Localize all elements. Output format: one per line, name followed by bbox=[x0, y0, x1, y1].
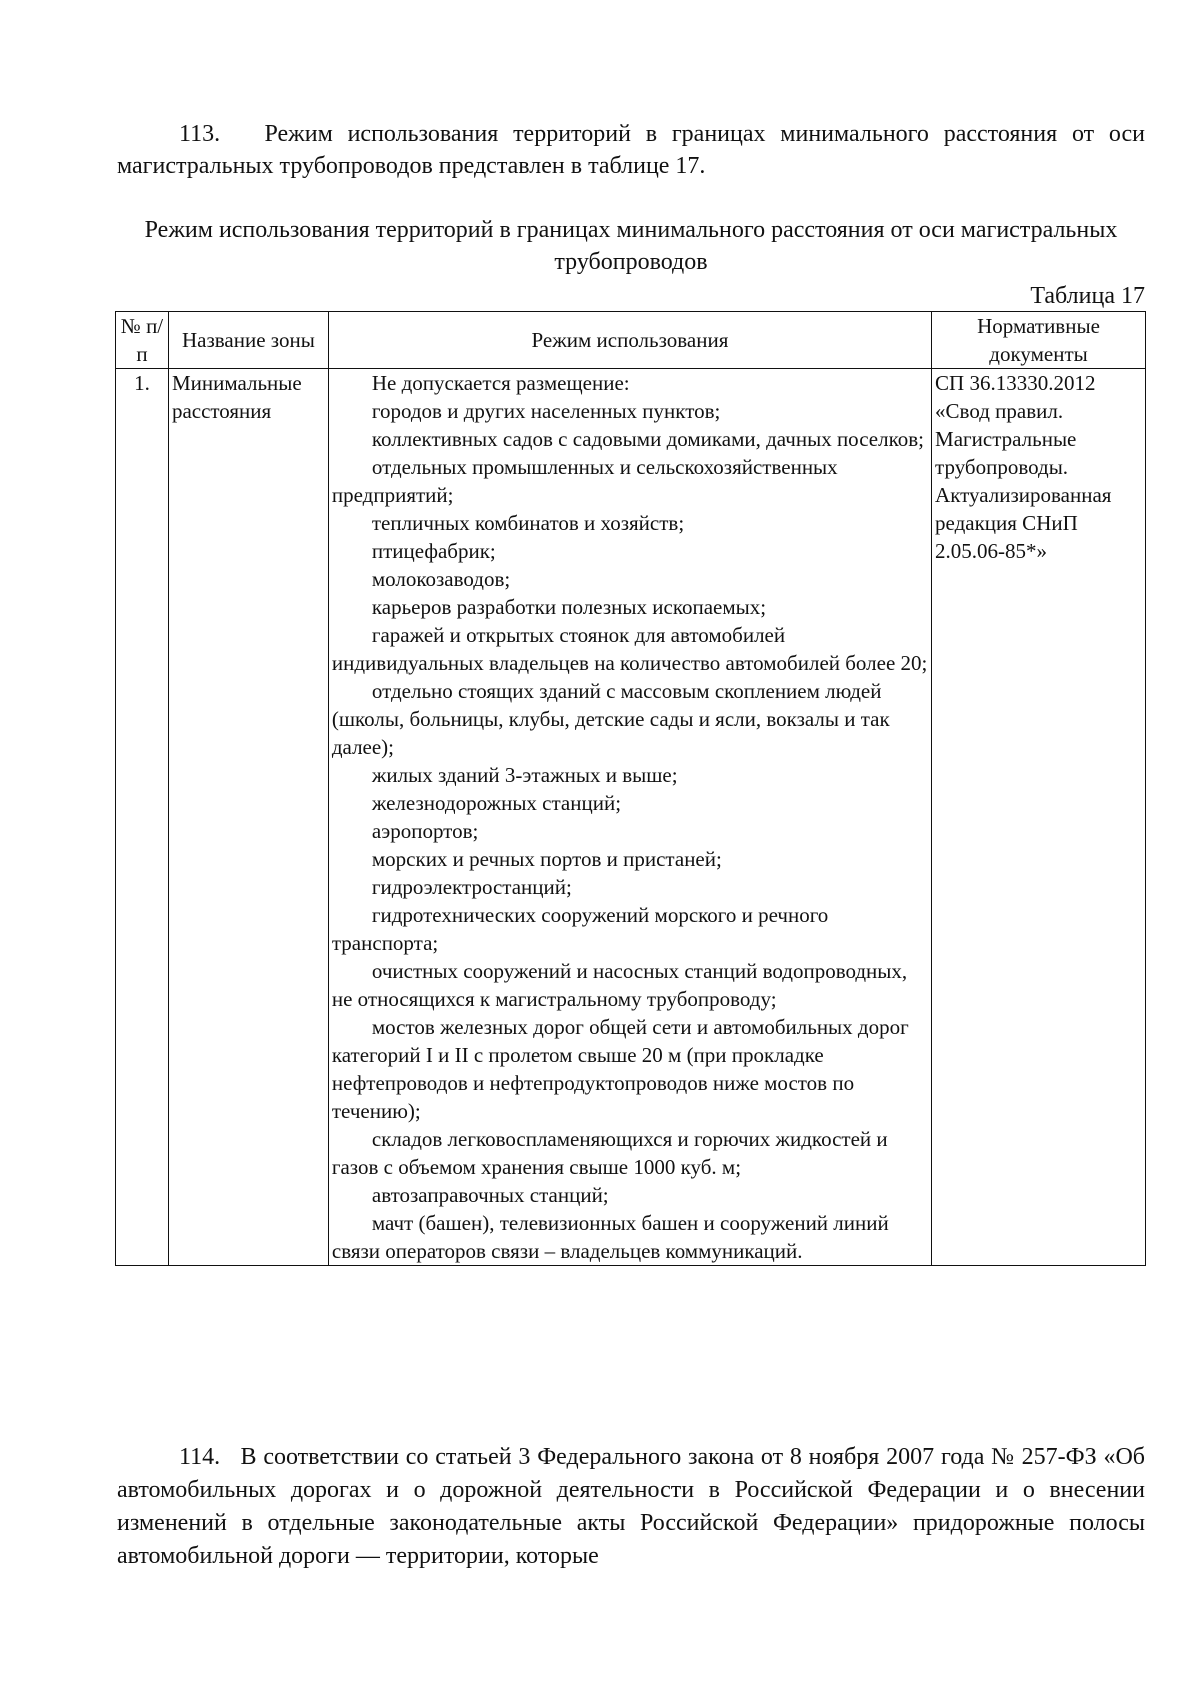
mode-item: птицефабрик; bbox=[371, 539, 496, 563]
row-mode bbox=[328, 369, 931, 1266]
mode-item: коллективных садов с садовыми домиками, дачных поселков; bbox=[371, 427, 924, 451]
mode-item: гидроэлектростанций; bbox=[371, 875, 572, 899]
mode-item: складов легковоспламеняющихся и горючих жидкостей и газов с объемом хранения свыше 1000 куб. м; bbox=[331, 1127, 888, 1179]
paragraph-text: В соответствии со статьей 3 Федерального закона от 8 ноября 2007 года № 257-ФЗ «Об автомобильных дорогах и о дорожной деятельности в Российской Федерации и о внесении изменений в отдельные законодательные акты Российской Федерации» придорожные полосы автомобильной дороги — территории, которые bbox=[117, 1444, 1145, 1569]
mode-item: автозаправочных станций; bbox=[371, 1183, 609, 1207]
usage-table bbox=[115, 311, 1146, 1266]
table-label: Таблица 17 bbox=[1030, 283, 1145, 309]
mode-item: молокозаводов; bbox=[371, 567, 511, 591]
header-mode: Режим использования bbox=[328, 312, 931, 369]
row-docs: СП 36.13330.2012 «Свод правил. Магистральные трубопроводы. Актуализированная редакция СНиП 2.05.06-85*» bbox=[932, 369, 1146, 1266]
mode-item: карьеров разработки полезных ископаемых; bbox=[371, 595, 767, 619]
table-header-row bbox=[116, 312, 1146, 369]
mode-item: очистных сооружений и насосных станций водопроводных, не относящихся к магистральному трубопроводу; bbox=[331, 959, 908, 1011]
mode-item: отдельно стоящих зданий с массовым скоплением людей (школы, больницы, клубы, детские сады и ясли, вокзалы и так далее); bbox=[331, 679, 890, 759]
header-num: № п/п bbox=[116, 312, 169, 369]
paragraph-113 bbox=[117, 118, 1145, 182]
mode-item: мостов железных дорог общей сети и автомобильных дорог категорий I и II с пролетом свыше 20 м (при прокладке нефтепроводов и нефтепродуктопроводов ниже мостов по течению); bbox=[331, 1015, 909, 1123]
mode-item: железнодорожных станций; bbox=[371, 791, 622, 815]
mode-item: гидротехнических сооружений морского и речного транспорта; bbox=[331, 903, 829, 955]
table-row bbox=[116, 369, 1146, 1266]
mode-item: жилых зданий 3-этажных и выше; bbox=[371, 763, 678, 787]
header-zone: Название зоны bbox=[168, 312, 328, 369]
row-num: 1. bbox=[116, 369, 169, 1266]
table-caption: Режим использования территорий в границах минимального расстояния от оси магистральных трубопроводов bbox=[144, 217, 1118, 275]
mode-item: морских и речных портов и пристаней; bbox=[371, 847, 722, 871]
paragraph-text: Режим использования территорий в границах минимального расстояния от оси магистральных трубопроводов представлен в таблице 17. bbox=[117, 121, 1146, 179]
header-docs: Нормативные документы bbox=[932, 312, 1146, 369]
mode-item: Не допускается размещение: bbox=[371, 371, 630, 395]
mode-item: гаражей и открытых стоянок для автомобилей индивидуальных владельцев на количество автомобилей более 20; bbox=[331, 623, 928, 675]
paragraph-number: 113. bbox=[179, 121, 221, 147]
mode-item: отдельных промышленных и сельскохозяйственных предприятий; bbox=[331, 455, 838, 507]
mode-item: тепличных комбинатов и хозяйств; bbox=[371, 511, 685, 535]
mode-item: городов и других населенных пунктов; bbox=[371, 399, 721, 423]
paragraph-number: 114. bbox=[179, 1444, 221, 1470]
row-zone: Минимальные расстояния bbox=[168, 369, 328, 1266]
paragraph-114 bbox=[117, 1441, 1145, 1573]
mode-item: мачт (башен), телевизионных башен и сооружений линий связи операторов связи – владельцев коммуникаций. bbox=[331, 1211, 889, 1263]
mode-item: аэропортов; bbox=[371, 819, 479, 843]
